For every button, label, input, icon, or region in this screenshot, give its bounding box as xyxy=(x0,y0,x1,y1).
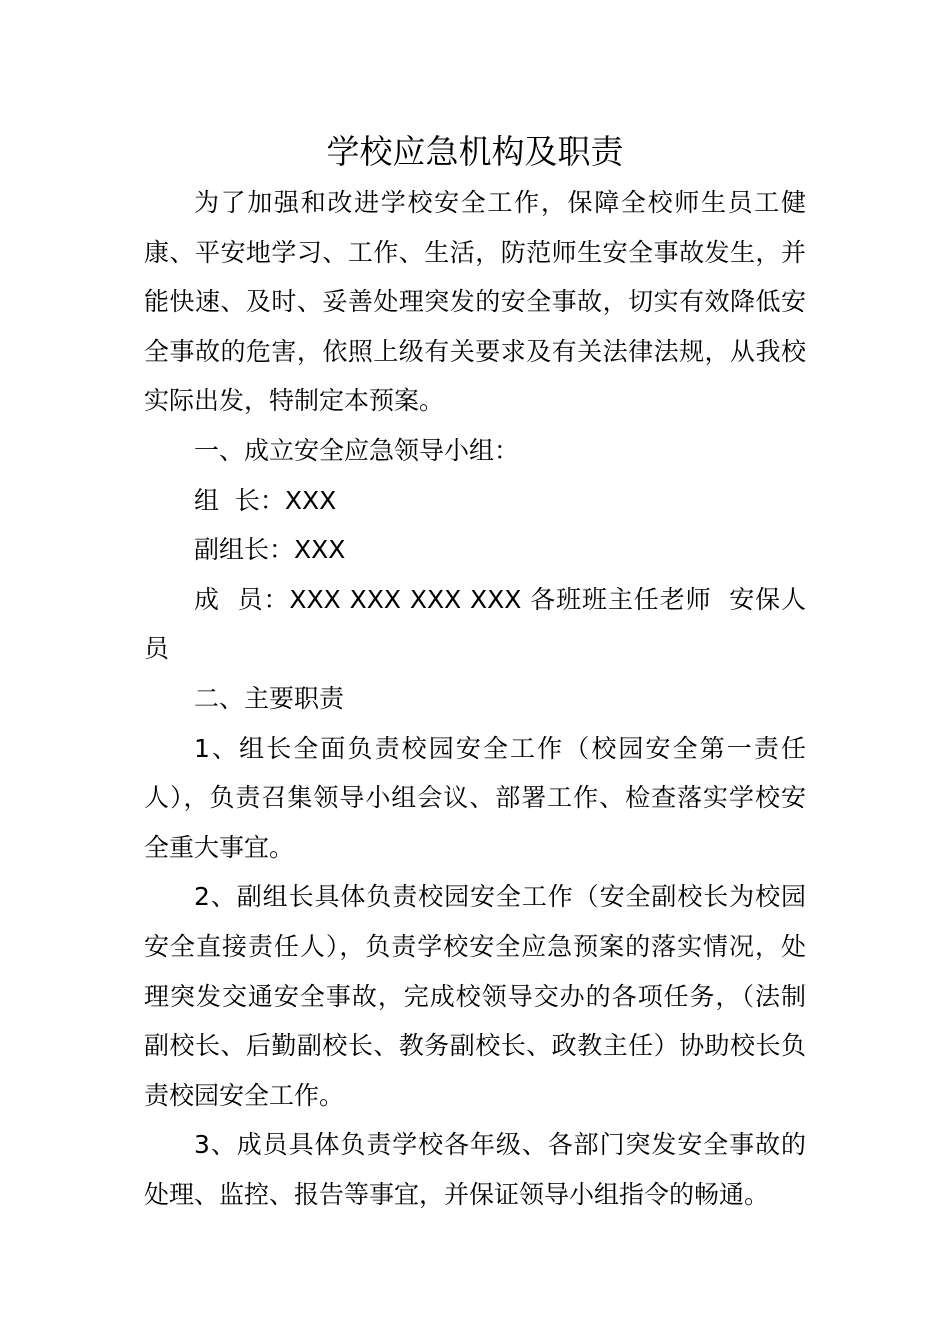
section-heading-duties: 二、主要职责 xyxy=(194,683,345,713)
duty-paragraph-1: 1、组长全面负责校园安全工作（校园安全第一责任人），负责召集领导小组会议、部署工作、检查落实学校安全重大事宜。 xyxy=(144,733,806,862)
document-page xyxy=(144,126,806,1219)
deputy-leader-line: 副组长：XXX xyxy=(194,535,346,565)
members-line: 成 员：XXX XXX XXX XXX 各班班主任老师 安保人员 xyxy=(144,584,806,664)
duty-paragraph-3: 3、成员具体负责学校各年级、各部门突发安全事故的处理、监控、报告等事宜，并保证领导小组指令的畅通。 xyxy=(144,1130,806,1209)
intro-paragraph: 为了加强和改进学校安全工作，保障全校师生员工健康、平安地学习、工作、生活，防范师生安全事故发生，并能快速、及时、妥善处理突发的安全事故，切实有效降低安全事故的危害，依照上级有关要求及有关法律法规，从我校实际出发，特制定本预案。 xyxy=(144,188,806,416)
section-heading-leadership-group: 一、成立安全应急领导小组： xyxy=(194,435,520,465)
document-title: 学校应急机构及职责 xyxy=(326,132,624,171)
duty-paragraph-2: 2、副组长具体负责校园安全工作（安全副校长为校园安全直接责任人），负责学校安全应急预案的落实情况，处理突发交通安全事故，完成校领导交办的各项任务，（法制副校长、后勤副校长、教务副校长、政教主任）协助校长负责校园安全工作。 xyxy=(144,882,806,1110)
leader-line: 组 长：XXX xyxy=(194,485,337,515)
